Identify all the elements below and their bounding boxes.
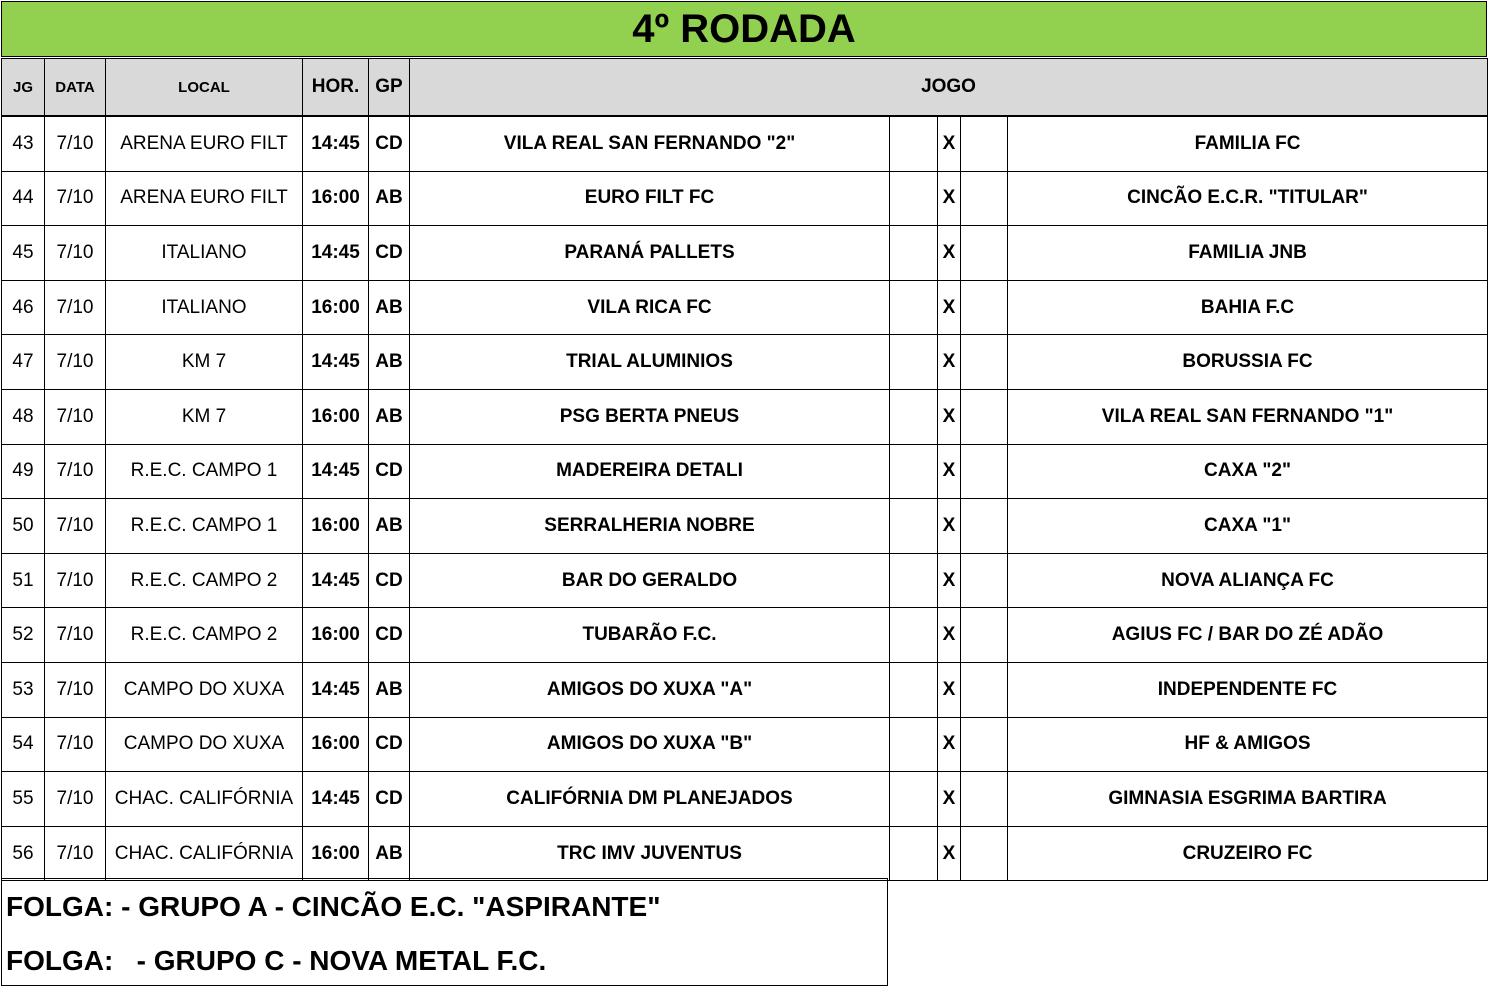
game-group: AB bbox=[369, 389, 410, 444]
table-row bbox=[2, 772, 1488, 827]
game-venue: ARENA EURO FILT bbox=[106, 171, 303, 226]
game-time: 16:00 bbox=[303, 280, 369, 335]
home-team: AMIGOS DO XUXA "B" bbox=[410, 717, 890, 772]
versus-mark: X bbox=[938, 444, 961, 499]
versus-mark: X bbox=[938, 826, 961, 881]
home-score-cell bbox=[890, 608, 938, 663]
home-team: TRC IMV JUVENTUS bbox=[410, 826, 890, 881]
game-date: 7/10 bbox=[45, 662, 106, 717]
home-team: TRIAL ALUMINIOS bbox=[410, 335, 890, 390]
game-date: 7/10 bbox=[45, 499, 106, 554]
versus-mark: X bbox=[938, 335, 961, 390]
game-group: CD bbox=[369, 717, 410, 772]
game-group: AB bbox=[369, 280, 410, 335]
header-local: LOCAL bbox=[106, 59, 303, 117]
game-group: AB bbox=[369, 499, 410, 554]
game-time: 14:45 bbox=[303, 226, 369, 281]
away-team: CRUZEIRO FC bbox=[1008, 826, 1488, 881]
game-date: 7/10 bbox=[45, 226, 106, 281]
game-date: 7/10 bbox=[45, 553, 106, 608]
header-jogo: JOGO bbox=[410, 59, 1488, 117]
versus-mark: X bbox=[938, 772, 961, 827]
away-score-cell bbox=[961, 116, 1008, 171]
game-number: 56 bbox=[2, 826, 45, 881]
game-number: 51 bbox=[2, 553, 45, 608]
table-row bbox=[2, 608, 1488, 663]
game-venue: KM 7 bbox=[106, 389, 303, 444]
game-date: 7/10 bbox=[45, 826, 106, 881]
game-time: 16:00 bbox=[303, 389, 369, 444]
game-venue: ITALIANO bbox=[106, 226, 303, 281]
header-jg: JG bbox=[2, 59, 45, 117]
game-number: 47 bbox=[2, 335, 45, 390]
round-title: 4º RODADA bbox=[1, 1, 1487, 57]
game-time: 16:00 bbox=[303, 717, 369, 772]
game-date: 7/10 bbox=[45, 280, 106, 335]
game-number: 52 bbox=[2, 608, 45, 663]
game-group: CD bbox=[369, 444, 410, 499]
table-row bbox=[2, 553, 1488, 608]
versus-mark: X bbox=[938, 280, 961, 335]
game-group: CD bbox=[369, 226, 410, 281]
table-row bbox=[2, 280, 1488, 335]
game-number: 45 bbox=[2, 226, 45, 281]
game-date: 7/10 bbox=[45, 444, 106, 499]
table-row bbox=[2, 444, 1488, 499]
game-time: 14:45 bbox=[303, 772, 369, 827]
game-group: CD bbox=[369, 116, 410, 171]
game-group: AB bbox=[369, 335, 410, 390]
table-row bbox=[2, 717, 1488, 772]
away-score-cell bbox=[961, 444, 1008, 499]
home-team: TUBARÃO F.C. bbox=[410, 608, 890, 663]
home-team: VILA RICA FC bbox=[410, 280, 890, 335]
home-score-cell bbox=[890, 171, 938, 226]
game-time: 14:45 bbox=[303, 662, 369, 717]
away-score-cell bbox=[961, 280, 1008, 335]
versus-mark: X bbox=[938, 662, 961, 717]
away-team: BORUSSIA FC bbox=[1008, 335, 1488, 390]
home-team: PSG BERTA PNEUS bbox=[410, 389, 890, 444]
home-score-cell bbox=[890, 116, 938, 171]
game-group: CD bbox=[369, 553, 410, 608]
game-time: 14:45 bbox=[303, 553, 369, 608]
table-row bbox=[2, 171, 1488, 226]
game-group: CD bbox=[369, 608, 410, 663]
table-row bbox=[2, 826, 1488, 881]
home-score-cell bbox=[890, 553, 938, 608]
game-venue: CAMPO DO XUXA bbox=[106, 662, 303, 717]
home-team: MADEREIRA DETALI bbox=[410, 444, 890, 499]
game-date: 7/10 bbox=[45, 389, 106, 444]
game-date: 7/10 bbox=[45, 116, 106, 171]
away-team: VILA REAL SAN FERNANDO "1" bbox=[1008, 389, 1488, 444]
game-venue: R.E.C. CAMPO 2 bbox=[106, 553, 303, 608]
away-team: HF & AMIGOS bbox=[1008, 717, 1488, 772]
game-number: 43 bbox=[2, 116, 45, 171]
table-row bbox=[2, 116, 1488, 171]
game-venue: CAMPO DO XUXA bbox=[106, 717, 303, 772]
game-number: 54 bbox=[2, 717, 45, 772]
game-time: 16:00 bbox=[303, 826, 369, 881]
away-score-cell bbox=[961, 499, 1008, 554]
home-team: PARANÁ PALLETS bbox=[410, 226, 890, 281]
versus-mark: X bbox=[938, 116, 961, 171]
versus-mark: X bbox=[938, 389, 961, 444]
schedule-table bbox=[1, 58, 1488, 881]
folga-line: FOLGA: - GRUPO C - NOVA METAL F.C. bbox=[6, 945, 547, 976]
game-date: 7/10 bbox=[45, 171, 106, 226]
game-number: 53 bbox=[2, 662, 45, 717]
home-score-cell bbox=[890, 280, 938, 335]
away-score-cell bbox=[961, 226, 1008, 281]
game-number: 55 bbox=[2, 772, 45, 827]
game-date: 7/10 bbox=[45, 772, 106, 827]
versus-mark: X bbox=[938, 171, 961, 226]
game-number: 44 bbox=[2, 171, 45, 226]
away-team: FAMILIA FC bbox=[1008, 116, 1488, 171]
game-venue: CHAC. CALIFÓRNIA bbox=[106, 772, 303, 827]
game-date: 7/10 bbox=[45, 608, 106, 663]
home-score-cell bbox=[890, 772, 938, 827]
game-time: 16:00 bbox=[303, 171, 369, 226]
game-time: 16:00 bbox=[303, 499, 369, 554]
game-time: 14:45 bbox=[303, 444, 369, 499]
header-row bbox=[2, 59, 1488, 117]
home-team: SERRALHERIA NOBRE bbox=[410, 499, 890, 554]
home-score-cell bbox=[890, 826, 938, 881]
away-team: CAXA "2" bbox=[1008, 444, 1488, 499]
home-score-cell bbox=[890, 444, 938, 499]
away-score-cell bbox=[961, 772, 1008, 827]
home-score-cell bbox=[890, 717, 938, 772]
game-group: AB bbox=[369, 826, 410, 881]
away-team: BAHIA F.C bbox=[1008, 280, 1488, 335]
away-team: FAMILIA JNB bbox=[1008, 226, 1488, 281]
table-row bbox=[2, 335, 1488, 390]
game-number: 50 bbox=[2, 499, 45, 554]
game-group: AB bbox=[369, 662, 410, 717]
versus-mark: X bbox=[938, 499, 961, 554]
game-number: 46 bbox=[2, 280, 45, 335]
game-venue: KM 7 bbox=[106, 335, 303, 390]
header-data: DATA bbox=[45, 59, 106, 117]
versus-mark: X bbox=[938, 553, 961, 608]
game-venue: R.E.C. CAMPO 1 bbox=[106, 499, 303, 554]
header-gp: GP bbox=[369, 59, 410, 117]
home-team: CALIFÓRNIA DM PLANEJADOS bbox=[410, 772, 890, 827]
game-venue: ARENA EURO FILT bbox=[106, 116, 303, 171]
game-venue: ITALIANO bbox=[106, 280, 303, 335]
home-score-cell bbox=[890, 226, 938, 281]
folga-line: FOLGA: - GRUPO A - CINCÃO E.C. "ASPIRANTE" bbox=[6, 891, 661, 922]
versus-mark: X bbox=[938, 717, 961, 772]
game-venue: R.E.C. CAMPO 2 bbox=[106, 608, 303, 663]
home-team: VILA REAL SAN FERNANDO "2" bbox=[410, 116, 890, 171]
game-venue: R.E.C. CAMPO 1 bbox=[106, 444, 303, 499]
away-team: GIMNASIA ESGRIMA BARTIRA bbox=[1008, 772, 1488, 827]
away-score-cell bbox=[961, 389, 1008, 444]
away-score-cell bbox=[961, 662, 1008, 717]
home-score-cell bbox=[890, 662, 938, 717]
home-team: AMIGOS DO XUXA "A" bbox=[410, 662, 890, 717]
away-score-cell bbox=[961, 553, 1008, 608]
table-row bbox=[2, 662, 1488, 717]
game-number: 49 bbox=[2, 444, 45, 499]
game-date: 7/10 bbox=[45, 717, 106, 772]
header-hor: HOR. bbox=[303, 59, 369, 117]
table-row bbox=[2, 389, 1488, 444]
game-time: 14:45 bbox=[303, 116, 369, 171]
home-team: EURO FILT FC bbox=[410, 171, 890, 226]
game-venue: CHAC. CALIFÓRNIA bbox=[106, 826, 303, 881]
versus-mark: X bbox=[938, 608, 961, 663]
game-number: 48 bbox=[2, 389, 45, 444]
away-team: CINCÃO E.C.R. "TITULAR" bbox=[1008, 171, 1488, 226]
away-team: AGIUS FC / BAR DO ZÉ ADÃO bbox=[1008, 608, 1488, 663]
game-time: 14:45 bbox=[303, 335, 369, 390]
away-score-cell bbox=[961, 335, 1008, 390]
home-score-cell bbox=[890, 335, 938, 390]
folga-box bbox=[1, 878, 888, 986]
versus-mark: X bbox=[938, 226, 961, 281]
table-row bbox=[2, 499, 1488, 554]
game-group: AB bbox=[369, 171, 410, 226]
game-group: CD bbox=[369, 772, 410, 827]
game-time: 16:00 bbox=[303, 608, 369, 663]
away-team: CAXA "1" bbox=[1008, 499, 1488, 554]
away-team: INDEPENDENTE FC bbox=[1008, 662, 1488, 717]
away-score-cell bbox=[961, 717, 1008, 772]
away-score-cell bbox=[961, 608, 1008, 663]
away-score-cell bbox=[961, 826, 1008, 881]
home-score-cell bbox=[890, 499, 938, 554]
table-row bbox=[2, 226, 1488, 281]
game-date: 7/10 bbox=[45, 335, 106, 390]
away-score-cell bbox=[961, 171, 1008, 226]
home-team: BAR DO GERALDO bbox=[410, 553, 890, 608]
away-team: NOVA ALIANÇA FC bbox=[1008, 553, 1488, 608]
home-score-cell bbox=[890, 389, 938, 444]
